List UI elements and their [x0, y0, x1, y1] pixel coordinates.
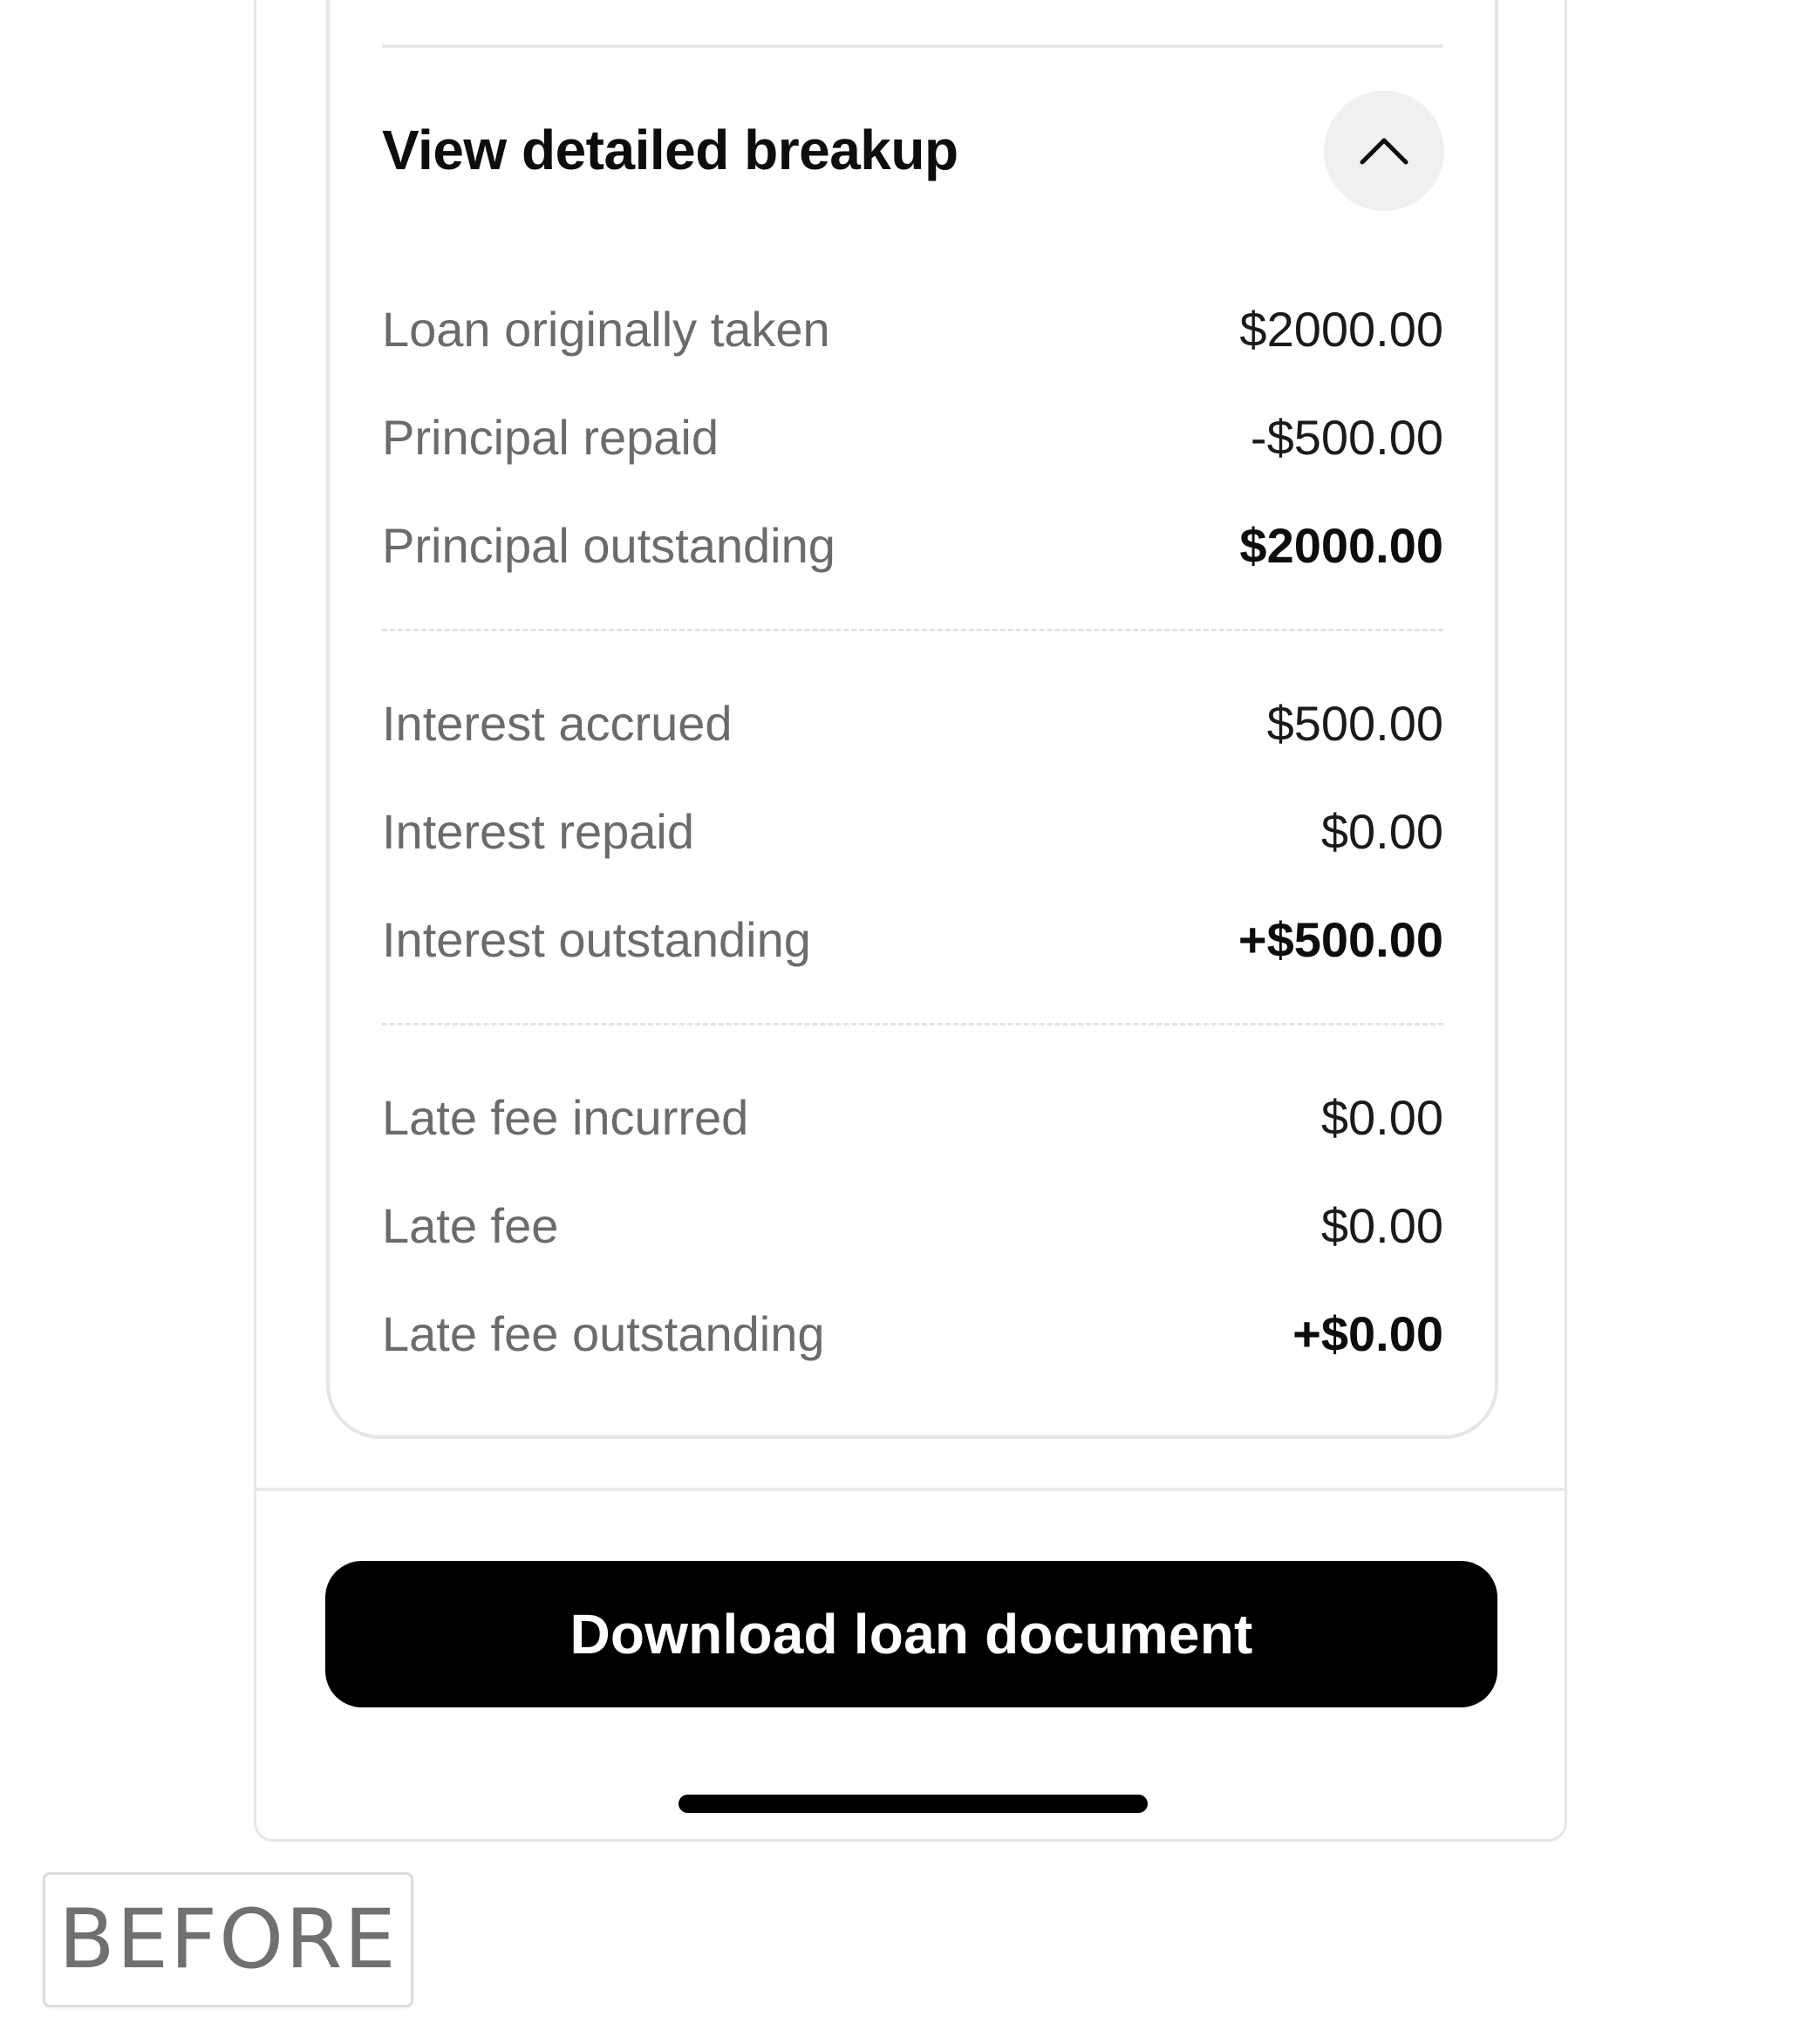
row-label: Late fee incurred — [382, 1089, 749, 1145]
row-label: Late fee outstanding — [382, 1305, 825, 1361]
row-label: Principal outstanding — [382, 517, 835, 573]
row-value: $0.00 — [1320, 1197, 1443, 1253]
home-indicator — [679, 1795, 1148, 1813]
row-late-fee-incurred — [382, 1082, 1443, 1152]
row-interest-accrued — [382, 688, 1443, 758]
section-divider — [382, 44, 1443, 48]
dashed-divider — [382, 629, 1443, 631]
download-loan-document-button[interactable] — [325, 1561, 1497, 1707]
row-principal-repaid — [382, 402, 1443, 472]
before-badge — [43, 1872, 413, 2007]
dashed-divider — [382, 1023, 1443, 1025]
row-loan-originally-taken — [382, 294, 1443, 364]
row-interest-repaid — [382, 796, 1443, 866]
chevron-up-icon — [1359, 136, 1409, 166]
row-value: -$500.00 — [1250, 409, 1443, 465]
row-value: $0.00 — [1320, 803, 1443, 859]
row-value: $0.00 — [1320, 1089, 1443, 1145]
row-label: Interest accrued — [382, 695, 733, 751]
row-late-fee — [382, 1190, 1443, 1260]
row-value-total: +$500.00 — [1238, 911, 1443, 967]
row-value: $2000.00 — [1239, 301, 1443, 357]
row-value: $500.00 — [1266, 695, 1443, 751]
row-label: Loan originally taken — [382, 301, 830, 357]
breakup-title: View detailed breakup — [382, 119, 958, 181]
footer-divider — [256, 1488, 1565, 1491]
row-label: Interest repaid — [382, 803, 694, 859]
row-value-total: +$0.00 — [1292, 1305, 1443, 1361]
before-badge-label: BEFORE — [58, 1892, 398, 1987]
download-button-label: Download loan document — [569, 1603, 1253, 1666]
row-value-total: $2000.00 — [1239, 517, 1443, 573]
collapse-breakup-button[interactable] — [1324, 91, 1444, 211]
row-late-fee-outstanding — [382, 1298, 1443, 1368]
row-principal-outstanding — [382, 510, 1443, 580]
row-label: Late fee — [382, 1197, 559, 1253]
row-label: Principal repaid — [382, 409, 719, 465]
row-label: Interest outstanding — [382, 911, 811, 967]
row-interest-outstanding — [382, 904, 1443, 974]
